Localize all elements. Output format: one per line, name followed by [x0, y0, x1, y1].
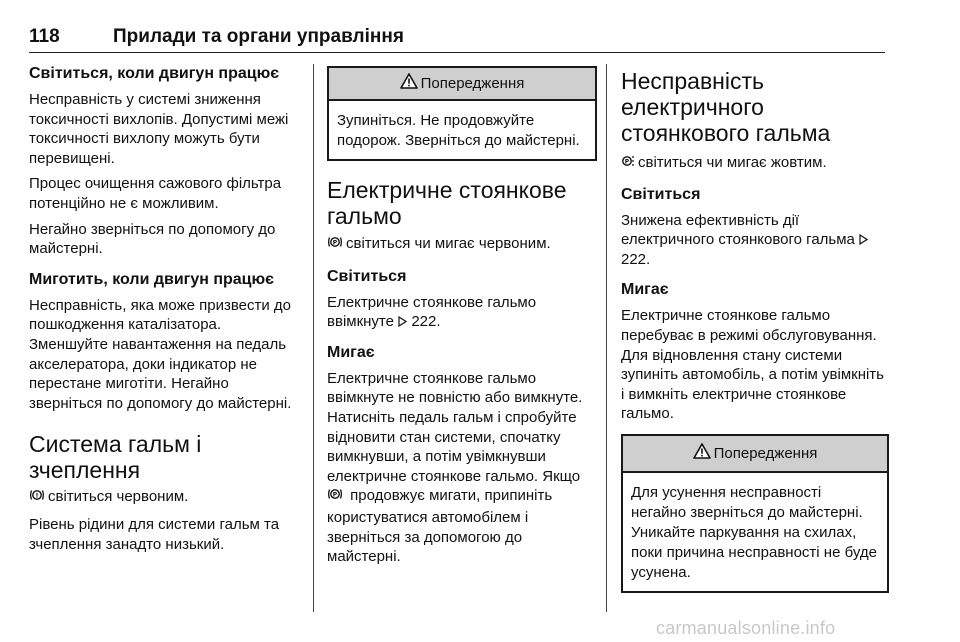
paragraph: Знижена ефективність дії електричного стоянкового гальма 222. — [621, 211, 889, 270]
svg-text:P: P — [332, 239, 338, 247]
column-1 — [29, 63, 303, 560]
warning-box — [327, 66, 597, 161]
svg-text:!: ! — [35, 491, 39, 500]
subheading: Мигає — [621, 281, 669, 299]
section-heading: Несправність електричного стоянкового гальма — [621, 68, 831, 146]
svg-text:P: P — [624, 158, 630, 166]
column-2 — [327, 63, 597, 573]
paragraph: ! світиться червоним. — [29, 487, 303, 509]
parking-brake-fault-icon — [621, 153, 635, 175]
page-title: Прилади та органи управління — [113, 26, 404, 47]
page-reference-icon — [398, 313, 411, 330]
subheading: Світиться — [327, 267, 407, 285]
warning-header — [329, 68, 595, 101]
paragraph: Процес очищення сажового фільтра потенційно не є можливим. — [29, 175, 282, 212]
paragraph: Негайно зверніться по допомогу до майстерні. — [29, 220, 276, 258]
paragraph: P світиться чи мигає червоним. — [327, 234, 597, 256]
page-reference: 222. — [411, 313, 441, 331]
warning-text: Для усунення несправності негайно зверніться до майстерні. Уникайте паркування на схилах, поки причина несправності не буде усунена. — [631, 483, 877, 581]
subheading: Мигає — [327, 343, 375, 361]
warning-header — [623, 436, 887, 473]
section-heading: Система гальм і зчеплення — [29, 431, 202, 484]
column-divider — [313, 64, 314, 612]
warning-triangle-icon — [400, 73, 418, 94]
column-divider — [606, 64, 607, 612]
paragraph: Несправність у системі зниження токсичності вихлопів. Допустимі межі токсичності вихлопу можуть бути перевищені. — [29, 91, 289, 167]
page-reference-icon — [859, 231, 868, 248]
warning-title: Попередження — [420, 75, 525, 92]
subheading: Світиться — [621, 185, 701, 203]
parking-brake-icon — [327, 486, 343, 508]
subheading: Миготить, коли двигун працює — [29, 270, 275, 288]
subheading: Світиться, коли двигун працює — [29, 65, 280, 82]
watermark: carmanualsonline.info — [656, 618, 836, 638]
warning-title: Попередження — [713, 444, 818, 462]
svg-text:P: P — [332, 491, 338, 499]
warning-box — [621, 434, 889, 593]
section-heading: Електричне стоянкове гальмо — [327, 177, 567, 229]
paragraph: Несправність, яка може призвести до пошкодження каталізатора. Зменшуйте навантаження на педаль акселератора, доки індикатор не перестане миготіти. Негайно зверніться по допомогу до майстерні. — [29, 296, 292, 412]
parking-brake-icon — [327, 234, 343, 256]
column-3 — [621, 63, 889, 593]
warning-text: Зупиніться. Не продовжуйте подорож. Зверніться до майстерні. — [337, 112, 580, 149]
paragraph: Рівень рідини для системи гальм та зчеплення занадто низький. — [29, 515, 280, 553]
paragraph: P світиться чи мигає жовтим. — [621, 153, 889, 175]
paragraph: Електричне стоянкове гальмо перебуває в режимі обслуговування. Для відновлення стану системи зупиніть автомобіль, а потім увімкніть і вимкніть електричне стоянкове гальмо. — [621, 307, 884, 423]
paragraph: Електричне стоянкове гальмо ввімкнуте 222. — [327, 293, 537, 331]
warning-triangle-icon — [693, 443, 711, 464]
page-reference: 222. — [621, 250, 651, 268]
page-header — [29, 9, 885, 53]
brake-fluid-icon — [29, 487, 45, 509]
paragraph: Електричне стоянкове гальмо ввімкнуте не повністю або вимкнуте. Натисніть педаль гальм і спробуйте відновити стан системи, спочатку вимкнувши, а потім увімкнувши електричне стоянкове гальмо. Якщо P продовжує мигати, припиніть користуватися автомобілем і зверніться за допомогою до майстерні. — [327, 369, 583, 566]
page-number: 118 — [29, 26, 60, 47]
